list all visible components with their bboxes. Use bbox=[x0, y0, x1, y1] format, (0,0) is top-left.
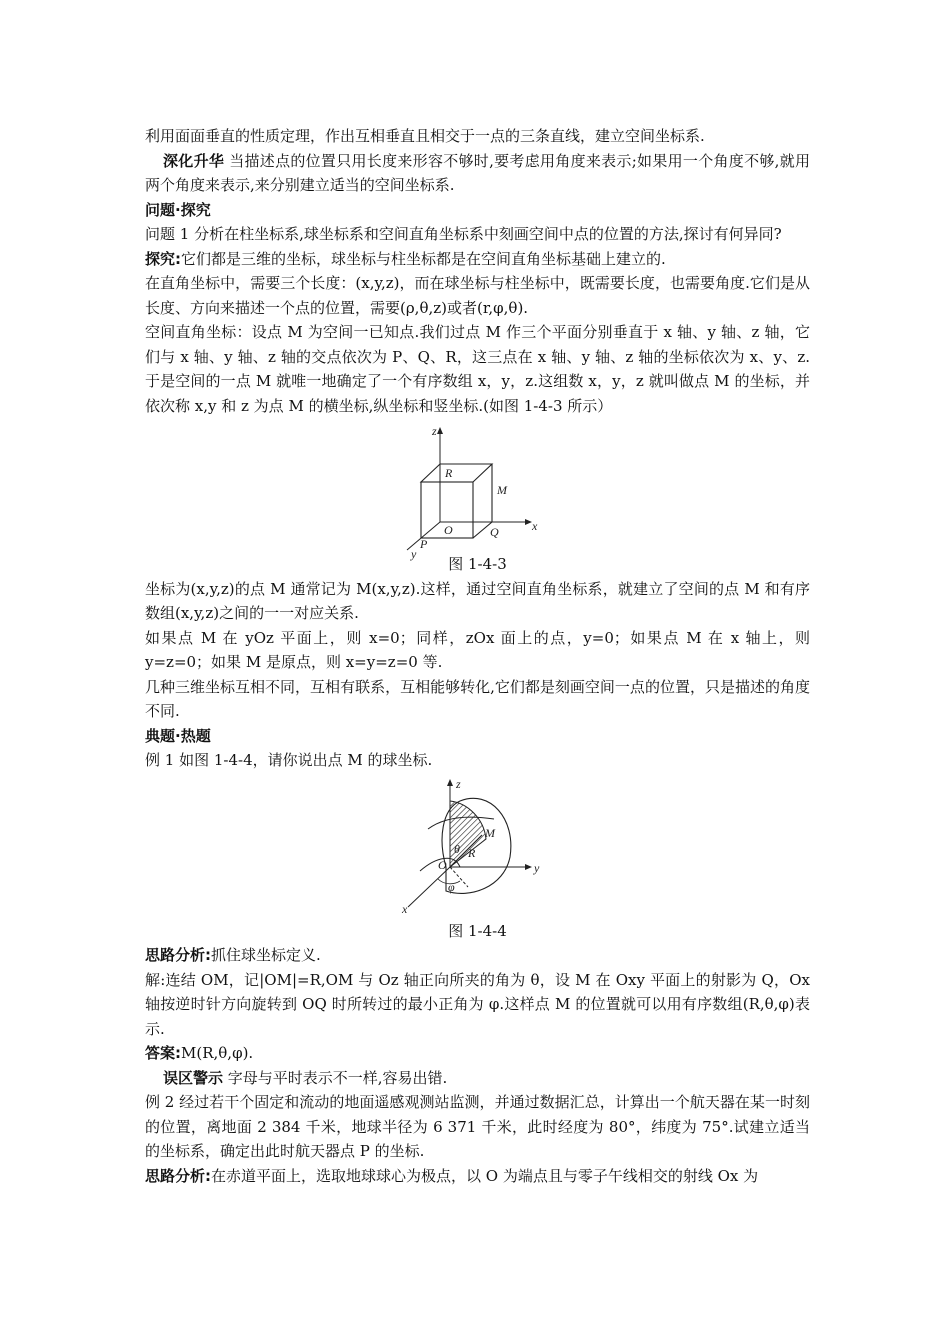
paragraph-text: 当描述点的位置只用长度来形容不够时,要考虑用角度来表示;如果用一个角度不够,就用两个角度来表示,来分别建立适当的空间坐标系. bbox=[145, 151, 810, 194]
label-explore: 探究: bbox=[145, 249, 181, 268]
paragraph: 解:连结 OM，记|OM|=R,OM 与 Oz 轴正向所夹的角为 θ，设 M 在 Oxy 平面上的射影为 Q，Ox 轴按逆时针方向旋转到 OQ 时所转过的最小正角为 φ.这样点 M 的位置就可以用有序数组(R,θ,φ)表示. bbox=[145, 970, 810, 1038]
paragraph-text: 在赤道平面上，选取地球球心为极点，以 O 为端点且与零子午线相交的射线 Ox 为 bbox=[211, 1166, 759, 1185]
fig2-label-theta: θ bbox=[453, 841, 460, 856]
paragraph-text: M(R,θ,φ). bbox=[181, 1044, 254, 1062]
paragraph-text: 它们都是三维的坐标，球坐标与柱坐标都是在空间直角坐标基础上建立的. bbox=[181, 249, 666, 268]
figure-caption: 图 1-4-3 bbox=[448, 555, 507, 573]
label-deepen: 深化升华 bbox=[163, 151, 225, 170]
paragraph bbox=[145, 1066, 810, 1091]
fig1-label-y: y bbox=[410, 547, 416, 561]
paragraph: 利用面面垂直的性质定理，作出互相垂直且相交于一点的三条直线，建立空间坐标系. bbox=[145, 127, 705, 145]
paragraph: 例 1 如图 1-4-4，请你说出点 M 的球坐标. bbox=[145, 751, 433, 769]
fig2-label-phi: φ bbox=[447, 879, 455, 894]
document-page bbox=[145, 124, 810, 1188]
fig1-label-x: x bbox=[531, 519, 537, 533]
paragraph bbox=[145, 149, 810, 198]
fig1-label-Q: Q bbox=[489, 525, 499, 539]
fig2-label-O: O bbox=[437, 857, 447, 872]
paragraph: 问题 1 分析在柱坐标系,球坐标系和空间直角坐标系中刻画空间中点的位置的方法,探讨有何异同? bbox=[145, 225, 782, 243]
paragraph bbox=[145, 1041, 810, 1066]
fig2-label-x: x bbox=[401, 901, 407, 916]
fig1-label-z: z bbox=[431, 424, 437, 438]
figure-sphere bbox=[398, 776, 558, 916]
fig2-label-R: R bbox=[467, 845, 475, 860]
paragraph: 在直角坐标中，需要三个长度：(x,y,z)，而在球坐标与柱坐标中，既需要长度，也需要角度.它们是从长度、方向来描述一个点的位置，需要(ρ,θ,z)或者(r,φ,θ). bbox=[145, 274, 810, 317]
label-answer: 答案: bbox=[145, 1044, 181, 1062]
fig2-label-M: M bbox=[484, 825, 495, 840]
fig1-label-O: O bbox=[443, 523, 453, 537]
paragraph: 空间直角坐标：设点 M 为空间一已知点.我们过点 M 作三个平面分别垂直于 x 轴、y 轴、z 轴，它们与 x 轴、y 轴、z 轴的交点依次为 P、Q、R，这三点在 x 轴、y 轴、z 轴的坐标依次为 x、y、z.于是空间的一点 M 就唯一地确定了一个有序数组 x，y，z.这组数 x，y，z 就叫做点 M 的坐标，并依次称 x,y 和 z 为点 M 的横坐标,纵坐标和竖坐标.(如图 1-4-3 所示） bbox=[145, 323, 810, 415]
label-warning: 误区警示 bbox=[163, 1068, 224, 1087]
paragraph bbox=[145, 943, 810, 968]
figure-caption: 图 1-4-4 bbox=[448, 921, 507, 940]
paragraph bbox=[145, 247, 810, 272]
figure-cube bbox=[403, 424, 553, 561]
label-analysis: 思路分析: bbox=[145, 1166, 211, 1185]
fig2-label-y: y bbox=[533, 860, 539, 875]
fig1-label-R: R bbox=[444, 466, 452, 480]
paragraph: 几种三维坐标互相不同，互相有联系，互相能够转化,它们都是刻画空间一点的位置，只是描述的角度不同. bbox=[145, 677, 810, 720]
paragraph bbox=[145, 1164, 810, 1189]
paragraph-text: 抓住球坐标定义. bbox=[211, 946, 321, 964]
fig1-label-P: P bbox=[419, 537, 427, 551]
paragraph: 例 2 经过若干个固定和流动的地面遥感观测站监测，并通过数据汇总，计算出一个航天器在某一时刻的位置，离地面 2 384 千米，地球半径为 6 371 千米，此时经度为 80°，纬度为 75°.试建立适当的坐标系，确定出此时航天器点 P 的坐标. bbox=[145, 1093, 810, 1160]
section-heading: 问题·探究 bbox=[145, 200, 211, 219]
paragraph: 坐标为(x,y,z)的点 M 通常记为 M(x,y,z).这样，通过空间直角坐标系，就建立了空间的点 M 和有序数组(x,y,z)之间的一一对应关系. bbox=[145, 579, 810, 622]
fig1-label-M: M bbox=[496, 483, 507, 497]
label-analysis: 思路分析: bbox=[145, 946, 211, 964]
paragraph-text: 字母与平时表示不一样,容易出错. bbox=[223, 1068, 448, 1087]
section-heading: 典题·热题 bbox=[145, 726, 211, 745]
fig2-label-z: z bbox=[455, 776, 461, 791]
paragraph: 如果点 M 在 yOz 平面上，则 x=0；同样，zOx 面上的点，y=0；如果点 M 在 x 轴上，则 y=z=0；如果 M 是原点，则 x=y=z=0 等. bbox=[145, 628, 810, 671]
